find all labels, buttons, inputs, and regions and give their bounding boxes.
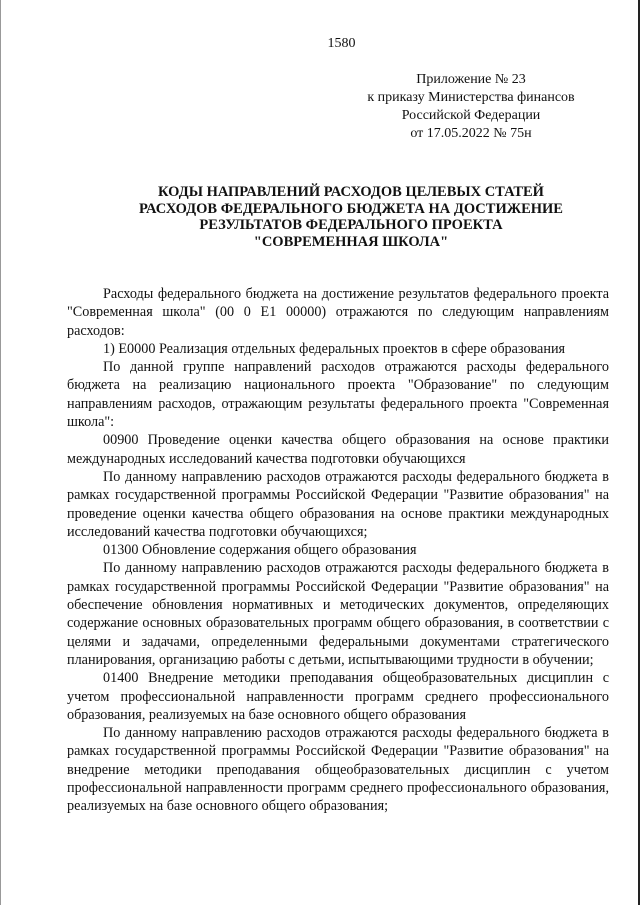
appendix-line-4: от 17.05.2022 № 75н <box>410 126 532 141</box>
paragraph-group-e0000: 1) Е0000 Реализация отдельных федеральных проектов в сфере образования <box>103 340 566 357</box>
paragraph-code-01400-description: По данному направлению расходов отражаются расходы федерального бюджета в рамках государственной программы Российской Федерации "Развитие образования" на внедрение методики преподавания общеобразовательных дисциплин с учетом профессиональной направленности программ среднего профессионального образования, реализуемых на базе основного общего образования; <box>67 725 609 815</box>
document-title <box>81 184 621 250</box>
paragraph-code-00900-description: По данному направлению расходов отражаются расходы федерального бюджета в рамках государственной программы Российской Федерации "Развитие образования" на проведение оценки качества общего образования на основе практики международных исследований качества подготовки обучающихся; <box>67 468 609 540</box>
paragraph-group-description: По данной группе направлений расходов отражаются расходы федерального бюджета на реализацию национального проекта "Образование" по следующим направлениям расходов, отражающим результаты федерального проекта "Современная школа": <box>67 359 609 431</box>
paragraph-code-01300-description: По данному направлению расходов отражаются расходы федерального бюджета в рамках государственной программы Российской Федерации "Развитие образования" на обеспечение обновления нормативных и методических документов, определяющих содержание основных образовательных программ общего образования, в соответствии с целями и задачами, определенными федеральными документами стратегического планирования, организацию работы с детьми, испытывающими трудности в обучении; <box>67 560 609 668</box>
appendix-line-2: к приказу Министерства финансов <box>367 90 575 105</box>
paragraph-intro: Расходы федерального бюджета на достижение результатов федерального проекта "Современная школа" (00 0 Е1 00000) отражаются по следующим направлениям расходов: <box>67 286 609 339</box>
title-line-2: РАСХОДОВ ФЕДЕРАЛЬНОГО БЮДЖЕТА НА ДОСТИЖЕНИЕ <box>139 200 563 217</box>
title-line-3: РЕЗУЛЬТАТОВ ФЕДЕРАЛЬНОГО ПРОЕКТА <box>199 217 503 233</box>
title-line-1: КОДЫ НАПРАВЛЕНИЙ РАСХОДОВ ЦЕЛЕВЫХ СТАТЕЙ <box>158 184 544 200</box>
paragraph-code-01300: 01300 Обновление содержания общего образования <box>103 542 417 559</box>
appendix-line-3: Российской Федерации <box>401 108 541 123</box>
paragraph-code-01400: 01400 Внедрение методики преподавания общеобразовательных дисциплин с учетом профессиональной направленности программ среднего профессионального образования, реализуемых на базе основного общего образования <box>67 670 609 723</box>
title-line-4: "СОВРЕМЕННАЯ ШКОЛА" <box>253 233 449 250</box>
page-number: 1580 <box>327 36 356 51</box>
paragraph-code-00900: 00900 Проведение оценки качества общего образования на основе практики международных исследований качества подготовки обучающихся <box>67 432 609 467</box>
appendix-line-1: Приложение № 23 <box>416 72 526 87</box>
appendix-header <box>321 71 621 143</box>
document-body <box>67 285 609 816</box>
